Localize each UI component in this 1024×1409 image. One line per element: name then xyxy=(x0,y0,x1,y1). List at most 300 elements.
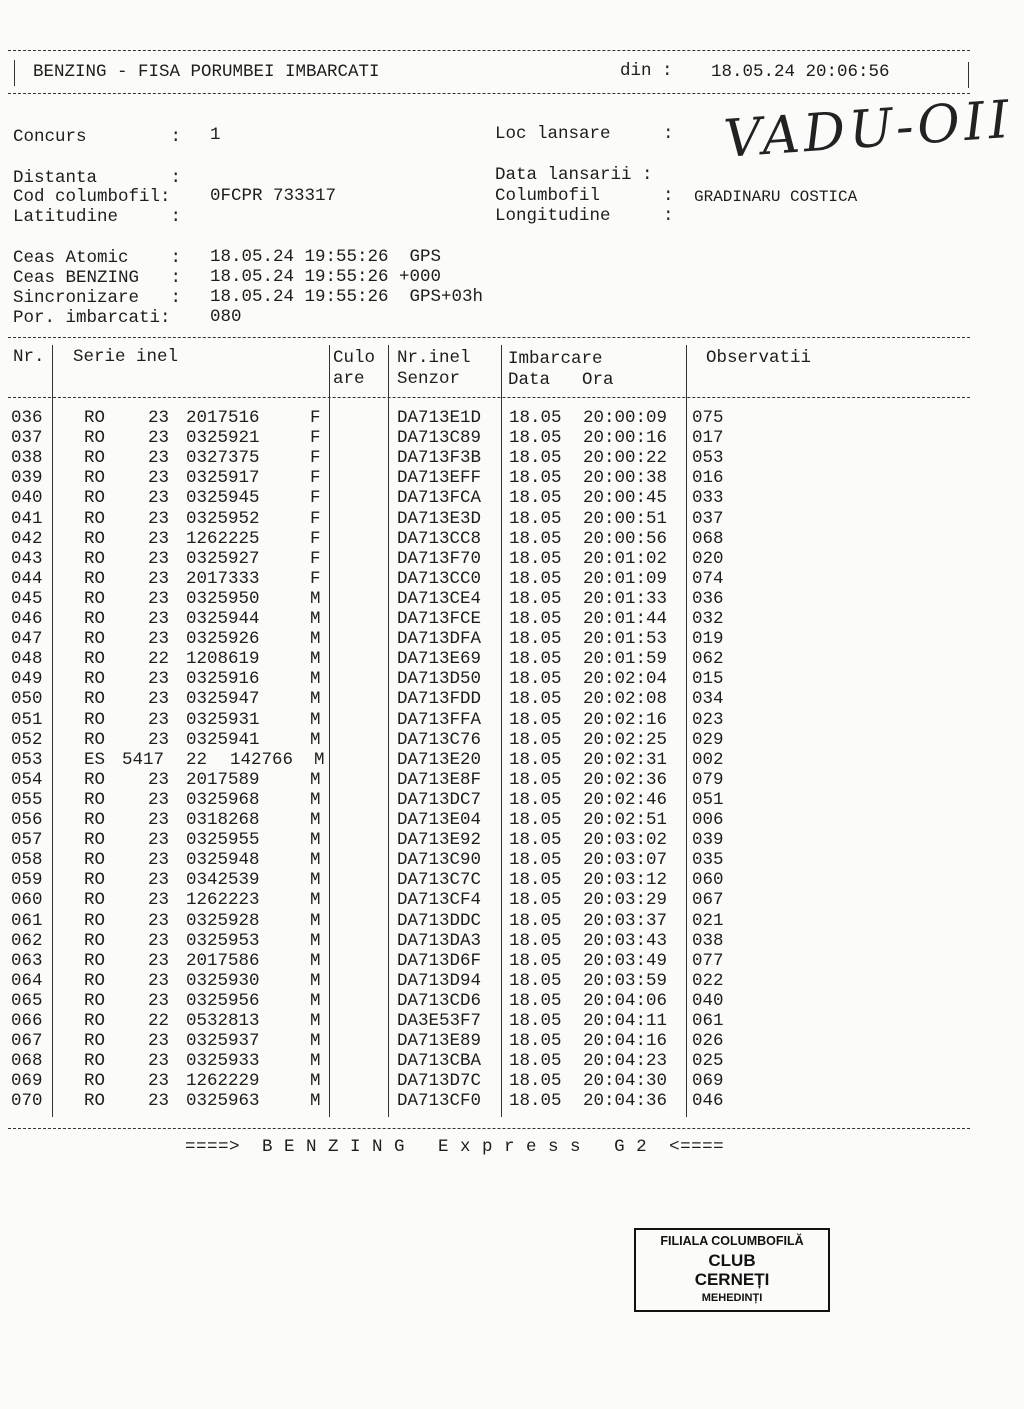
cell-sex: F xyxy=(310,428,321,449)
cell-ora: 20:00:45 xyxy=(583,488,668,509)
table-row xyxy=(0,509,1024,529)
cell-an: 23 xyxy=(148,810,170,830)
table-row xyxy=(0,549,1024,569)
cell-ora: 20:00:51 xyxy=(583,508,668,529)
cell-inel: 0325945 xyxy=(186,488,260,509)
cell-obs: 019 xyxy=(692,629,724,650)
cell-obs: 026 xyxy=(692,1031,724,1052)
cell-obs: 077 xyxy=(692,950,724,971)
cell-an: 23 xyxy=(148,588,170,609)
cell-senzor: DA713E20 xyxy=(397,749,482,770)
table-row xyxy=(0,850,1024,870)
cell-senzor: DA713DFA xyxy=(397,629,482,650)
cell-an: 23 xyxy=(148,428,170,449)
table-row xyxy=(0,870,1024,890)
sincronizare-label: Sincronizare : xyxy=(13,288,182,308)
table-row xyxy=(0,448,1024,468)
ceas-atomic-label: Ceas Atomic : xyxy=(13,248,182,268)
cell-senzor: DA713CD6 xyxy=(397,990,482,1011)
cell-ora: 20:01:33 xyxy=(583,588,668,609)
cell-inel: 1262223 xyxy=(186,890,260,911)
cell-an: 23 xyxy=(148,609,170,629)
cell-data: 18.05 xyxy=(509,1091,562,1112)
cell-inel: 0325931 xyxy=(186,709,260,730)
col-header-culoare-1: Culo xyxy=(333,348,376,368)
cell-tara: RO xyxy=(84,970,106,991)
loc-lansare-label: Loc lansare : xyxy=(495,124,674,144)
table-top-border xyxy=(8,337,970,338)
col-header-nrinel-1: Nr.inel xyxy=(397,348,471,368)
cell-sex: M xyxy=(310,930,321,951)
cell-obs: 035 xyxy=(692,850,724,871)
cell-nr: 040 xyxy=(11,488,43,509)
cell-nr: 070 xyxy=(11,1091,43,1112)
porumbei-imbarcati-label: Por. imbarcati: xyxy=(13,308,171,328)
cell-inel: 0325917 xyxy=(186,468,260,489)
cell-nr: 041 xyxy=(11,508,43,529)
cell-nr: 036 xyxy=(11,408,43,428)
cell-inel: 1262225 xyxy=(186,528,260,549)
latitudine-label: Latitudine : xyxy=(13,207,182,227)
ceas-atomic-value: 18.05.24 19:55:26 GPS xyxy=(210,247,442,267)
cell-obs: 040 xyxy=(692,990,724,1011)
cell-ora: 20:00:22 xyxy=(583,448,668,469)
cell-nr: 054 xyxy=(11,769,43,790)
table-row xyxy=(0,428,1024,448)
cell-senzor: DA713FFA xyxy=(397,709,482,730)
cell-ora: 20:04:11 xyxy=(583,1011,668,1031)
cell-senzor: DA713EFF xyxy=(397,468,482,489)
cell-data: 18.05 xyxy=(509,970,562,991)
table-header-bottom-border xyxy=(8,397,970,398)
cell-sex: M xyxy=(310,789,321,810)
ceas-benzing-label: Ceas BENZING : xyxy=(13,268,182,288)
cell-data: 18.05 xyxy=(509,1071,562,1092)
cell-senzor: DA713CE4 xyxy=(397,588,482,609)
table-bottom-border xyxy=(8,1128,970,1129)
cell-data: 18.05 xyxy=(509,810,562,830)
cell-inel: 1208619 xyxy=(186,649,260,670)
cell-tara: RO xyxy=(84,1091,106,1112)
cell-an: 5417 xyxy=(122,749,165,770)
cell-data: 18.05 xyxy=(509,729,562,750)
cell-ora: 20:02:31 xyxy=(583,749,668,770)
cell-an: 23 xyxy=(148,488,170,509)
cell-tara: ES xyxy=(84,749,106,770)
cell-data: 18.05 xyxy=(509,428,562,449)
concurs-label: Concurs : xyxy=(13,127,182,147)
cell-data: 18.05 xyxy=(509,950,562,971)
cell-inel: 0325948 xyxy=(186,850,260,871)
cell-obs: 032 xyxy=(692,609,724,629)
cell-data: 18.05 xyxy=(509,1011,562,1031)
cell-senzor: DA713E92 xyxy=(397,830,482,851)
cell-senzor: DA3E53F7 xyxy=(397,1011,482,1031)
cell-an: 23 xyxy=(148,789,170,810)
cell-obs: 060 xyxy=(692,870,724,891)
cell-obs: 023 xyxy=(692,709,724,730)
cell-inel: 2017333 xyxy=(186,568,260,589)
cod-columbofil-label: Cod columbofil: xyxy=(13,187,171,207)
cell-an: 23 xyxy=(148,970,170,991)
cell-nr: 037 xyxy=(11,428,43,449)
cell-ora: 20:03:59 xyxy=(583,970,668,991)
cell-obs: 067 xyxy=(692,890,724,911)
table-row xyxy=(0,730,1024,750)
handwritten-release-location: VADU-OII xyxy=(722,89,1015,170)
header-top-border xyxy=(8,50,970,51)
cell-tara: RO xyxy=(84,528,106,549)
cell-sex: M xyxy=(310,970,321,991)
cell-tara: RO xyxy=(84,789,106,810)
cell-tara: RO xyxy=(84,488,106,509)
cell-an: 23 xyxy=(148,468,170,489)
cell-inel: 0325921 xyxy=(186,428,260,449)
cell-data: 18.05 xyxy=(509,669,562,690)
cell-data: 18.05 xyxy=(509,789,562,810)
cell-tara: RO xyxy=(84,689,106,710)
cell-ora: 20:02:04 xyxy=(583,669,668,690)
cell-inel: 0325933 xyxy=(186,1051,260,1072)
data-lansarii-label: Data lansarii : xyxy=(495,165,653,185)
cell-nr: 045 xyxy=(11,588,43,609)
cell-inel: 2017516 xyxy=(186,408,260,428)
table-row xyxy=(0,971,1024,991)
columbofil-value: GRADINARU COSTICA xyxy=(694,188,858,206)
cell-ora: 20:03:12 xyxy=(583,870,668,891)
cell-sex: F xyxy=(310,448,321,469)
cell-senzor: DA713D50 xyxy=(397,669,482,690)
cell-sex: M xyxy=(310,830,321,851)
din-label: din : xyxy=(620,61,673,81)
cell-an: 23 xyxy=(148,709,170,730)
cell-data: 18.05 xyxy=(509,709,562,730)
cell-tara: RO xyxy=(84,629,106,650)
porumbei-imbarcati-value: 080 xyxy=(210,307,242,327)
cell-senzor: DA713CF0 xyxy=(397,1091,482,1112)
ceas-benzing-value: 18.05.24 19:55:26 +000 xyxy=(210,267,442,287)
table-row xyxy=(0,1031,1024,1051)
cell-an: 23 xyxy=(148,850,170,871)
cell-sex: F xyxy=(310,508,321,529)
cell-nr: 062 xyxy=(11,930,43,951)
cell-nr: 061 xyxy=(11,910,43,931)
cell-obs: 053 xyxy=(692,448,724,469)
col-header-data: Data xyxy=(508,370,551,390)
cell-obs: 068 xyxy=(692,528,724,549)
cell-an: 23 xyxy=(148,769,170,790)
cell-ora: 20:03:02 xyxy=(583,830,668,851)
cell-nr: 047 xyxy=(11,629,43,650)
cell-nr: 055 xyxy=(11,789,43,810)
cell-ora: 20:04:23 xyxy=(583,1051,668,1072)
table-row xyxy=(0,931,1024,951)
cell-sex: F xyxy=(310,468,321,489)
cell-tara: RO xyxy=(84,669,106,690)
cell-senzor: DA713E04 xyxy=(397,810,482,830)
table-row xyxy=(0,629,1024,649)
cell-senzor: DA713C76 xyxy=(397,729,482,750)
cell-inel: 0318268 xyxy=(186,810,260,830)
table-row xyxy=(0,589,1024,609)
cell-nr: 060 xyxy=(11,890,43,911)
cell-inel: 0325953 xyxy=(186,930,260,951)
cell-obs: 021 xyxy=(692,910,724,931)
cell-an: 23 xyxy=(148,629,170,650)
header-left-border xyxy=(14,60,15,86)
cell-senzor: DA713F70 xyxy=(397,548,482,569)
cell-nr: 052 xyxy=(11,729,43,750)
cell-inel: 0325928 xyxy=(186,910,260,931)
cell-senzor: DA713E3D xyxy=(397,508,482,529)
cell-nr: 064 xyxy=(11,970,43,991)
cell-senzor: DA713E89 xyxy=(397,1031,482,1052)
table-row xyxy=(0,1071,1024,1091)
cell-ora: 20:04:16 xyxy=(583,1031,668,1052)
cell-tara: RO xyxy=(84,548,106,569)
cell-ora: 20:03:43 xyxy=(583,930,668,951)
cell-an: 23 xyxy=(148,1031,170,1052)
cell-data: 18.05 xyxy=(509,870,562,891)
table-row xyxy=(0,649,1024,669)
cell-tara: RO xyxy=(84,408,106,428)
cell-sex: M xyxy=(310,890,321,911)
cell-ora: 20:04:06 xyxy=(583,990,668,1011)
cell-nr: 051 xyxy=(11,709,43,730)
cell-data: 18.05 xyxy=(509,488,562,509)
cell-nr: 063 xyxy=(11,950,43,971)
cell-tara: RO xyxy=(84,649,106,670)
cell-senzor: DA713E69 xyxy=(397,649,482,670)
cell-tara: RO xyxy=(84,588,106,609)
document-title: BENZING - FISA PORUMBEI IMBARCATI xyxy=(33,62,380,82)
cell-inel: 0325916 xyxy=(186,669,260,690)
col-header-nr: Nr. xyxy=(13,347,45,367)
cell-tara: RO xyxy=(84,830,106,851)
cell-sex: F xyxy=(310,568,321,589)
cell-tara: RO xyxy=(84,930,106,951)
cell-tara: RO xyxy=(84,950,106,971)
cell-nr: 042 xyxy=(11,528,43,549)
cell-inel: 1262229 xyxy=(186,1071,260,1092)
cell-sex: M xyxy=(310,729,321,750)
table-row xyxy=(0,911,1024,931)
cell-tara: RO xyxy=(84,508,106,529)
cell-an: 23 xyxy=(148,669,170,690)
cell-an: 23 xyxy=(148,830,170,851)
cell-obs: 069 xyxy=(692,1071,724,1092)
col-header-culoare-2: are xyxy=(333,369,365,389)
cell-senzor: DA713D6F xyxy=(397,950,482,971)
cell-data: 18.05 xyxy=(509,448,562,469)
cell-data: 18.05 xyxy=(509,649,562,670)
cell-an: 23 xyxy=(148,1051,170,1072)
club-stamp xyxy=(634,1228,830,1312)
cell-obs: 061 xyxy=(692,1011,724,1031)
cell-obs: 002 xyxy=(692,749,724,770)
concurs-value: 1 xyxy=(210,125,221,145)
cell-senzor: DA713C89 xyxy=(397,428,482,449)
cell-an: 23 xyxy=(148,870,170,891)
cell-tara: RO xyxy=(84,870,106,891)
cell-nr: 050 xyxy=(11,689,43,710)
cell-data: 18.05 xyxy=(509,528,562,549)
cell-tara: RO xyxy=(84,910,106,931)
cell-sex: F xyxy=(310,408,321,428)
table-row xyxy=(0,770,1024,790)
table-row xyxy=(0,569,1024,589)
cell-obs: 039 xyxy=(692,830,724,851)
cell-data: 18.05 xyxy=(509,609,562,629)
cell-ora: 20:02:25 xyxy=(583,729,668,750)
footer-brand: ====> B E N Z I N G E x p r e s s G 2 <==== xyxy=(185,1137,725,1157)
cell-an: 23 xyxy=(148,990,170,1011)
cell-nr: 065 xyxy=(11,990,43,1011)
cell-an: 22 xyxy=(148,1011,170,1031)
cell-senzor: DA713C90 xyxy=(397,850,482,871)
cell-nr: 056 xyxy=(11,810,43,830)
table-row xyxy=(0,609,1024,629)
cell-data: 18.05 xyxy=(509,689,562,710)
cell-tara: RO xyxy=(84,568,106,589)
cell-obs: 046 xyxy=(692,1091,724,1112)
cell-obs: 051 xyxy=(692,789,724,810)
cell-sex: F xyxy=(310,528,321,549)
table-row xyxy=(0,991,1024,1011)
cell-ora: 20:00:38 xyxy=(583,468,668,489)
cell-senzor: DA713FDD xyxy=(397,689,482,710)
cell-ora: 20:03:37 xyxy=(583,910,668,931)
cell-inel: 0325927 xyxy=(186,548,260,569)
cell-obs: 017 xyxy=(692,428,724,449)
cell-tara: RO xyxy=(84,1071,106,1092)
cell-inel: 0327375 xyxy=(186,448,260,469)
cell-obs: 034 xyxy=(692,689,724,710)
table-row xyxy=(0,669,1024,689)
cell-tara: RO xyxy=(84,729,106,750)
cell-nr: 053 xyxy=(11,749,43,770)
cell-ora: 20:04:30 xyxy=(583,1071,668,1092)
cell-sex: M xyxy=(310,810,321,830)
col-header-nrinel-2: Senzor xyxy=(397,369,461,389)
stamp-line-4: MEHEDINȚI xyxy=(701,1292,763,1304)
cell-data: 18.05 xyxy=(509,749,562,770)
cell-ora: 20:01:02 xyxy=(583,548,668,569)
cell-an: 23 xyxy=(148,890,170,911)
din-value: 18.05.24 20:06:56 xyxy=(711,62,890,82)
cell-ora: 20:00:56 xyxy=(583,528,668,549)
cell-an2: 22 xyxy=(186,749,208,770)
cell-sex: M xyxy=(310,709,321,730)
cell-ora: 20:02:46 xyxy=(583,789,668,810)
cell-nr: 058 xyxy=(11,850,43,871)
cell-tara: RO xyxy=(84,769,106,790)
cell-sex: M xyxy=(310,669,321,690)
cell-inel: 0325937 xyxy=(186,1031,260,1052)
cell-sex: M xyxy=(310,1071,321,1092)
cell-an: 22 xyxy=(148,649,170,670)
cell-an: 23 xyxy=(148,1071,170,1092)
cell-data: 18.05 xyxy=(509,930,562,951)
header-right-border xyxy=(968,62,969,88)
cell-senzor: DA713FCE xyxy=(397,609,482,629)
cell-inel: 0325952 xyxy=(186,508,260,529)
cell-ora: 20:03:07 xyxy=(583,850,668,871)
cell-sex: M xyxy=(314,749,325,770)
cell-an: 23 xyxy=(148,950,170,971)
cell-obs: 022 xyxy=(692,970,724,991)
col-header-observatii: Observatii xyxy=(706,348,812,368)
cell-inel: 0325955 xyxy=(186,830,260,851)
cell-ora: 20:01:44 xyxy=(583,609,668,629)
cell-an: 23 xyxy=(148,910,170,931)
cell-obs: 075 xyxy=(692,408,724,428)
cell-inel: 0325950 xyxy=(186,588,260,609)
cell-sex: M xyxy=(310,990,321,1011)
cell-an: 23 xyxy=(148,1091,170,1112)
cell-obs: 016 xyxy=(692,468,724,489)
cell-obs: 036 xyxy=(692,588,724,609)
col-header-ora: Ora xyxy=(582,370,614,390)
cell-senzor: DA713F3B xyxy=(397,448,482,469)
cell-ora: 20:02:08 xyxy=(583,689,668,710)
cell-tara: RO xyxy=(84,448,106,469)
cell-sex: M xyxy=(310,1011,321,1031)
stamp-line-1: FILIALA COLUMBOFILĂ xyxy=(660,1234,804,1248)
cell-an: 23 xyxy=(148,568,170,589)
cell-senzor: DA713DDC xyxy=(397,910,482,931)
table-row xyxy=(0,1051,1024,1071)
cell-inel: 0325956 xyxy=(186,990,260,1011)
cell-ora: 20:03:29 xyxy=(583,890,668,911)
cell-data: 18.05 xyxy=(509,769,562,790)
cell-obs: 033 xyxy=(692,488,724,509)
cell-data: 18.05 xyxy=(509,588,562,609)
columbofil-label: Columbofil : xyxy=(495,186,674,206)
cell-senzor: DA713FCA xyxy=(397,488,482,509)
cell-obs: 062 xyxy=(692,649,724,670)
cell-ora: 20:01:53 xyxy=(583,629,668,650)
cell-obs: 029 xyxy=(692,729,724,750)
cell-data: 18.05 xyxy=(509,629,562,650)
sincronizare-value: 18.05.24 19:55:26 GPS+03h xyxy=(210,287,484,307)
distanta-label: Distanta : xyxy=(13,168,182,188)
cell-senzor: DA713CF4 xyxy=(397,890,482,911)
cell-tara: RO xyxy=(84,709,106,730)
cell-nr: 057 xyxy=(11,830,43,851)
cell-data: 18.05 xyxy=(509,508,562,529)
cell-senzor: DA713C7C xyxy=(397,870,482,891)
cell-obs: 006 xyxy=(692,810,724,830)
cell-obs: 037 xyxy=(692,508,724,529)
cell-data: 18.05 xyxy=(509,890,562,911)
table-row xyxy=(0,1091,1024,1111)
cell-inel: 2017586 xyxy=(186,950,260,971)
cell-data: 18.05 xyxy=(509,1031,562,1052)
table-row xyxy=(0,689,1024,709)
cell-data: 18.05 xyxy=(509,990,562,1011)
cell-inel: 0325941 xyxy=(186,729,260,750)
cell-inel: 142766 xyxy=(230,749,294,770)
cell-inel: 2017589 xyxy=(186,769,260,790)
cell-ora: 20:02:16 xyxy=(583,709,668,730)
cell-inel: 0532813 xyxy=(186,1011,260,1031)
cell-obs: 025 xyxy=(692,1051,724,1072)
cell-tara: RO xyxy=(84,810,106,830)
cell-sex: M xyxy=(310,1031,321,1052)
cell-nr: 039 xyxy=(11,468,43,489)
cell-sex: M xyxy=(310,850,321,871)
